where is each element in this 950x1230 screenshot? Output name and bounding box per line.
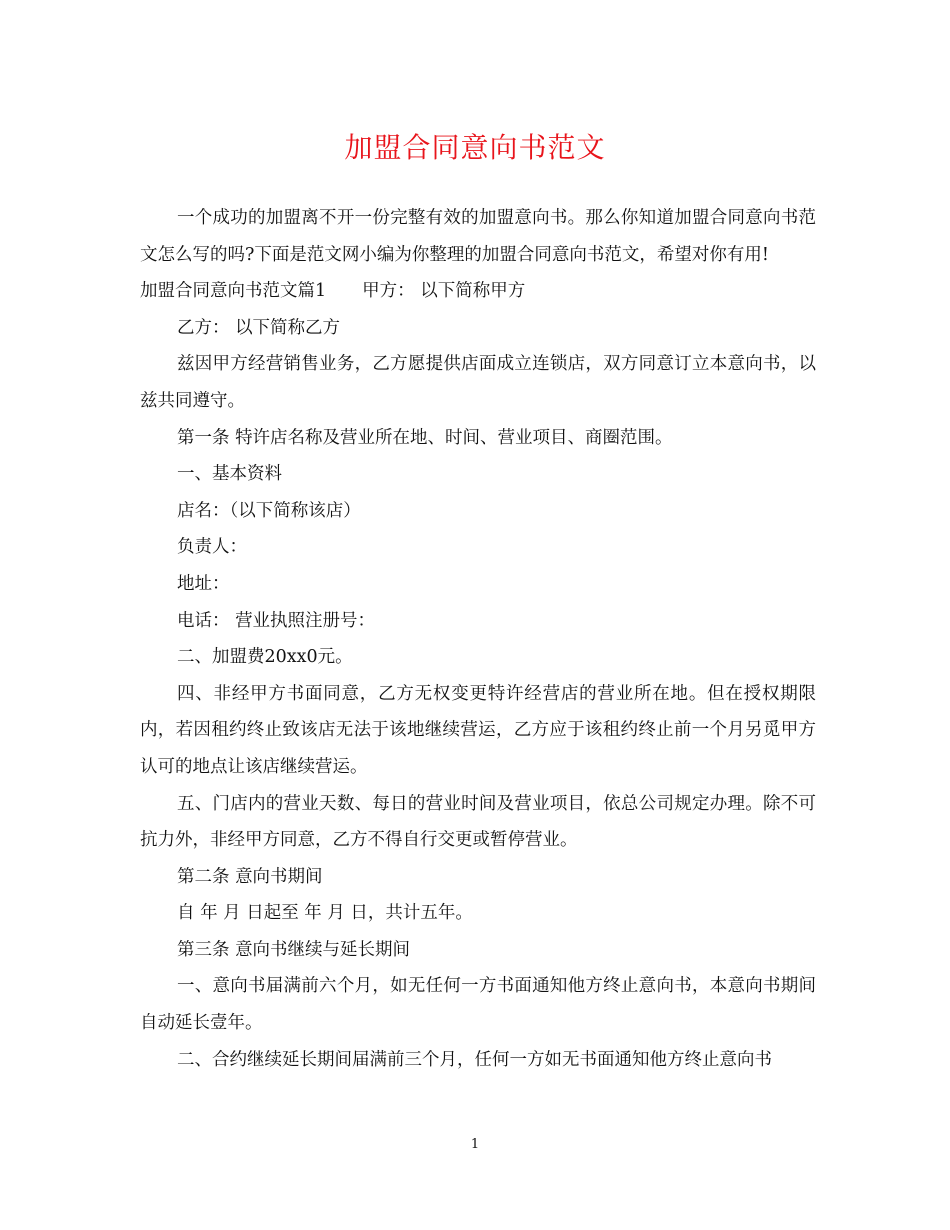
phone-license-line: 电话： 营业执照注册号： (177, 610, 376, 631)
clause-4-paragraph: 四、非经甲方书面同意，乙方无权变更特许经营店的营业所在地。但在授权期限内，若因租约终止致该店无法于该地继续营运，乙方应于该租约终止前一个月另觅甲方认可的地点让该店继续营运。 (140, 683, 816, 777)
renewal-clause-1: 一、意向书届满前六个月，如无任何一方书面通知他方终止意向书，本意向书期间自动延长壹年。 (140, 976, 816, 1034)
article-2-heading: 第二条 意向书期间 (177, 866, 323, 887)
section-heading-line (140, 273, 816, 310)
clause-5-paragraph: 五、门店内的营业天数、每日的营业时间及营业项目，依总公司规定办理。除不可抗力外，非经甲方同意，乙方不得自行交更或暂停营业。 (140, 793, 816, 851)
party-b-line: 乙方： 以下简称乙方 (177, 317, 341, 338)
article-1-heading: 第一条 特许店名称及营业所在地、时间、营业项目、商圈范围。 (177, 427, 673, 448)
address-line: 地址： (177, 573, 230, 594)
manager-line: 负责人： (177, 537, 247, 558)
agreement-paragraph: 兹因甲方经营销售业务，乙方愿提供店面成立连锁店，双方同意订立本意向书，以兹共同遵守。 (140, 354, 816, 411)
document-body (140, 200, 816, 1078)
basic-info-heading: 一、基本资料 (177, 464, 282, 485)
party-a-line: 甲方： 以下简称甲方 (362, 281, 526, 302)
term-period-line: 自 年 月 日起至 年 月 日，共计五年。 (177, 903, 473, 924)
article-3-heading: 第三条 意向书继续与延长期间 (177, 939, 411, 960)
section-heading: 加盟合同意向书范文篇1 (140, 281, 327, 302)
renewal-clause-2: 二、合约继续延长期间届满前三个月，任何一方如无书面通知他方终止意向书 (177, 1049, 772, 1070)
page-number: 1 (470, 1137, 480, 1152)
document-title: 加盟合同意向书范文 (344, 131, 606, 164)
franchise-fee-line: 二、加盟费20xx0元。 (177, 647, 353, 668)
intro-paragraph: 一个成功的加盟离不开一份完整有效的加盟意向书。那么你知道加盟合同意向书范文怎么写的吗?下面是范文网小编为你整理的加盟合同意向书范文，希望对你有用! (140, 208, 816, 265)
store-name-line: 店名：（以下简称该店） (177, 500, 361, 521)
